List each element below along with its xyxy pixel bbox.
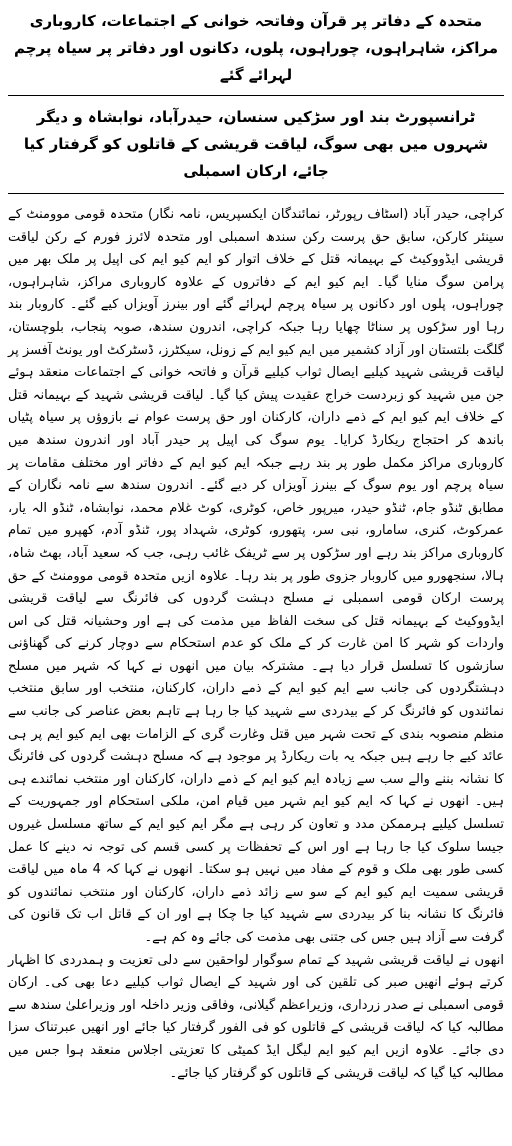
article-body bbox=[8, 204, 504, 1085]
article-paragraph-2: انھوں نے لیاقت قریشی شہید کے تمام سوگوار لواحقین سے دلی تعزیت و ہمدردی کا اظہار کرتے ہوئے انھیں صبر کی تلقین کی اور شہید کے ایصال ثواب کیلیے دعا بھی کی۔ ارکان قومی اسمبلی نے صدر زرداری، وزیراعظم گیلانی، وفاقی وزیر داخلہ اور وزیراعلیٰ سندھ سے مطالبہ کیا کہ لیاقت قریشی کے قاتلوں کو فی الفور گرفتار کیا جائے اور انھیں عبرتناک سزا دی جائے۔ علاوہ ازیں ایم کیو ایم لیگل ایڈ کمیٹی کا تعزیتی اجلاس منعقد ہوا جس میں مطالبہ کیا گیا کہ لیاقت قریشی کے قاتلوں کو گرفتار کیا جائے۔ bbox=[8, 952, 504, 1081]
article-paragraph-1: کراچی، حیدر آباد (اسٹاف رپورٹر، نمائندگان ایکسپریس، نامہ نگار) متحدہ قومی موومنٹ کے سینئر کارکن، سابق حق پرست رکن سندھ اسمبلی اور متحدہ لائرز فورم کے رکن لیاقت قریشی ایڈووکیٹ کے بہیمانہ قتل کے خلاف اتوار کو ایم کیو ایم کی اپیل پر ملک بھر میں پرامن سوگ منایا گیا۔ ایم کیو ایم کے دفاتروں کے علاوہ کاروباری مراکز، شاہراہوں، چوراہوں، پلوں اور دکانوں پر سیاہ پرچم لہرائے گئے اور بینرز آویزاں کیے گئے۔ کاروبار بند رہا اور سڑکوں پر سناٹا چھایا رہا جبکہ کراچی، اندرون سندھ، صوبہ پنجاب، بلوچستان، گلگت بلتستان اور آزاد کشمیر میں ایم کیو ایم کے زونل، سیکٹرز، ڈسٹرکٹ اور یونٹ آفسز پر لیاقت قریشی شہید کیلیے ایصال ثواب کیلیے قرآن و فاتحہ خوانی کے اجتماعات منعقد ہوئے جن میں شہید کو زبردست خراج عقیدت پیش کیا گیا۔ لیاقت قریشی شہید کے بہیمانہ قتل کے خلاف ایم کیو ایم کے ذمے داران، کارکنان اور حق پرست عوام نے بازوؤں پر سیاہ پٹیاں باندھ کر احتجاج ریکارڈ کرایا۔ یوم سوگ کی اپیل پر حیدر آباد اور اندرون سندھ میں کاروباری مراکز مکمل طور پر بند رہے جبکہ ایم کیو ایم کے دفاتر اور مختلف مقامات پر سیاہ پرچم اور یوم سوگ کے بینرز آویزاں کر دیے گئے۔ اندرون سندھ سے نامہ نگاران کے مطابق ٹنڈو جام، ٹنڈو حیدر، میرپور خاص، کوٹری، کوٹ غلام محمد، نوابشاہ، ٹنڈو الہ یار، عمرکوٹ، کنری، سامارو، نبی سر، پتھورو، کوٹری، شہداد پور، ٹنڈو آدم، کھپرو میں تمام کاروباری مراکز بند رہے اور سڑکوں پر سے ٹریفک غائب رہی، جب کہ سعید آباد، بھٹ شاہ، ہالا، سنجھورو میں کاروبار جزوی طور پر بند رہا۔ علاوہ ازیں متحدہ قومی موومنٹ کے حق پرست ارکان قومی اسمبلی نے مسلح دہشت گردوں کی فائرنگ سے لیاقت قریشی ایڈووکیٹ کے بہیمانہ قتل کی سخت الفاظ میں مذمت کی ہے اور وحشیانہ قتل کی اس واردات کو شہر کا امن غارت کر کے ملک کو عدم استحکام سے دوچار کرنے کی گھناؤنی سازشوں کا تسلسل قرار دیا ہے۔ مشترکہ بیان میں انھوں نے کہا کہ شہر میں مسلح دہشتگردوں کی جانب سے ایم کیو ایم کے ذمے داران، کارکنان، منتخب اور سابق منتخب نمائندوں کو فائرنگ کر کے بیدردی سے شہید کیا جا رہا ہے تاہم بعض عناصر کی جانب سے منظم منصوبہ بندی کے تحت شہر میں قتل وغارت گری کے الزامات بھی ایم کیو ایم پر ہی عائد کیے جا رہے ہیں جبکہ یہ بات ریکارڈ پر موجود ہے کہ مسلح دہشت گردوں کی فائرنگ کا نشانہ بننے والے سب سے زیادہ ایم کیو ایم کے ذمے داران، کارکنان اور منتخب نمائندے ہی ہیں۔ انھوں نے کہا کہ ایم کیو ایم شہر میں قیام امن، ملکی استحکام اور جمہوریت کے تسلسل کیلیے ہرممکن مدد و تعاون کر رہی ہے مگر ایم کیو ایم کے ساتھ مسلسل غیروں جیسا سلوک کیا جا رہا ہے اور اس کے تحفظات پر کسی قسم کی توجہ نہ دینے کا عمل کسی طور بھی ملک و قوم کے مفاد میں نہیں ہو سکتا۔ انھوں نے کہا کہ 4 ماہ میں لیاقت قریشی سمیت ایم کیو ایم کے سو سے زائد ذمے داران، کارکنان اور منتخب نمائندوں کو فائرنگ کا نشانہ بنا کر بیدردی سے شہید کیا جا چکا ہے اور ان کے قاتل اب تک قانون کی گرفت سے آزاد ہیں جس کی جتنی بھی مذمت کی جائے وہ کم ہے۔ bbox=[8, 207, 504, 945]
article-subheadline: ٹرانسپورٹ بند اور سڑکیں سنسان، حیدرآباد، نوابشاہ و دیگر شہروں میں بھی سوگ، لیاقت قریشی کے قاتلوں کو گرفتار کیا جائے، ارکان اسمبلی bbox=[8, 96, 504, 194]
article-headline: متحدہ کے دفاتر پر قرآن وفاتحہ خوانی کے اجتماعات، کاروباری مراکز، شاہراہوں، چوراہوں، پلوں، دکانوں اور دفاتر پر سیاہ پرچم لہرائے گئے bbox=[8, 6, 504, 96]
